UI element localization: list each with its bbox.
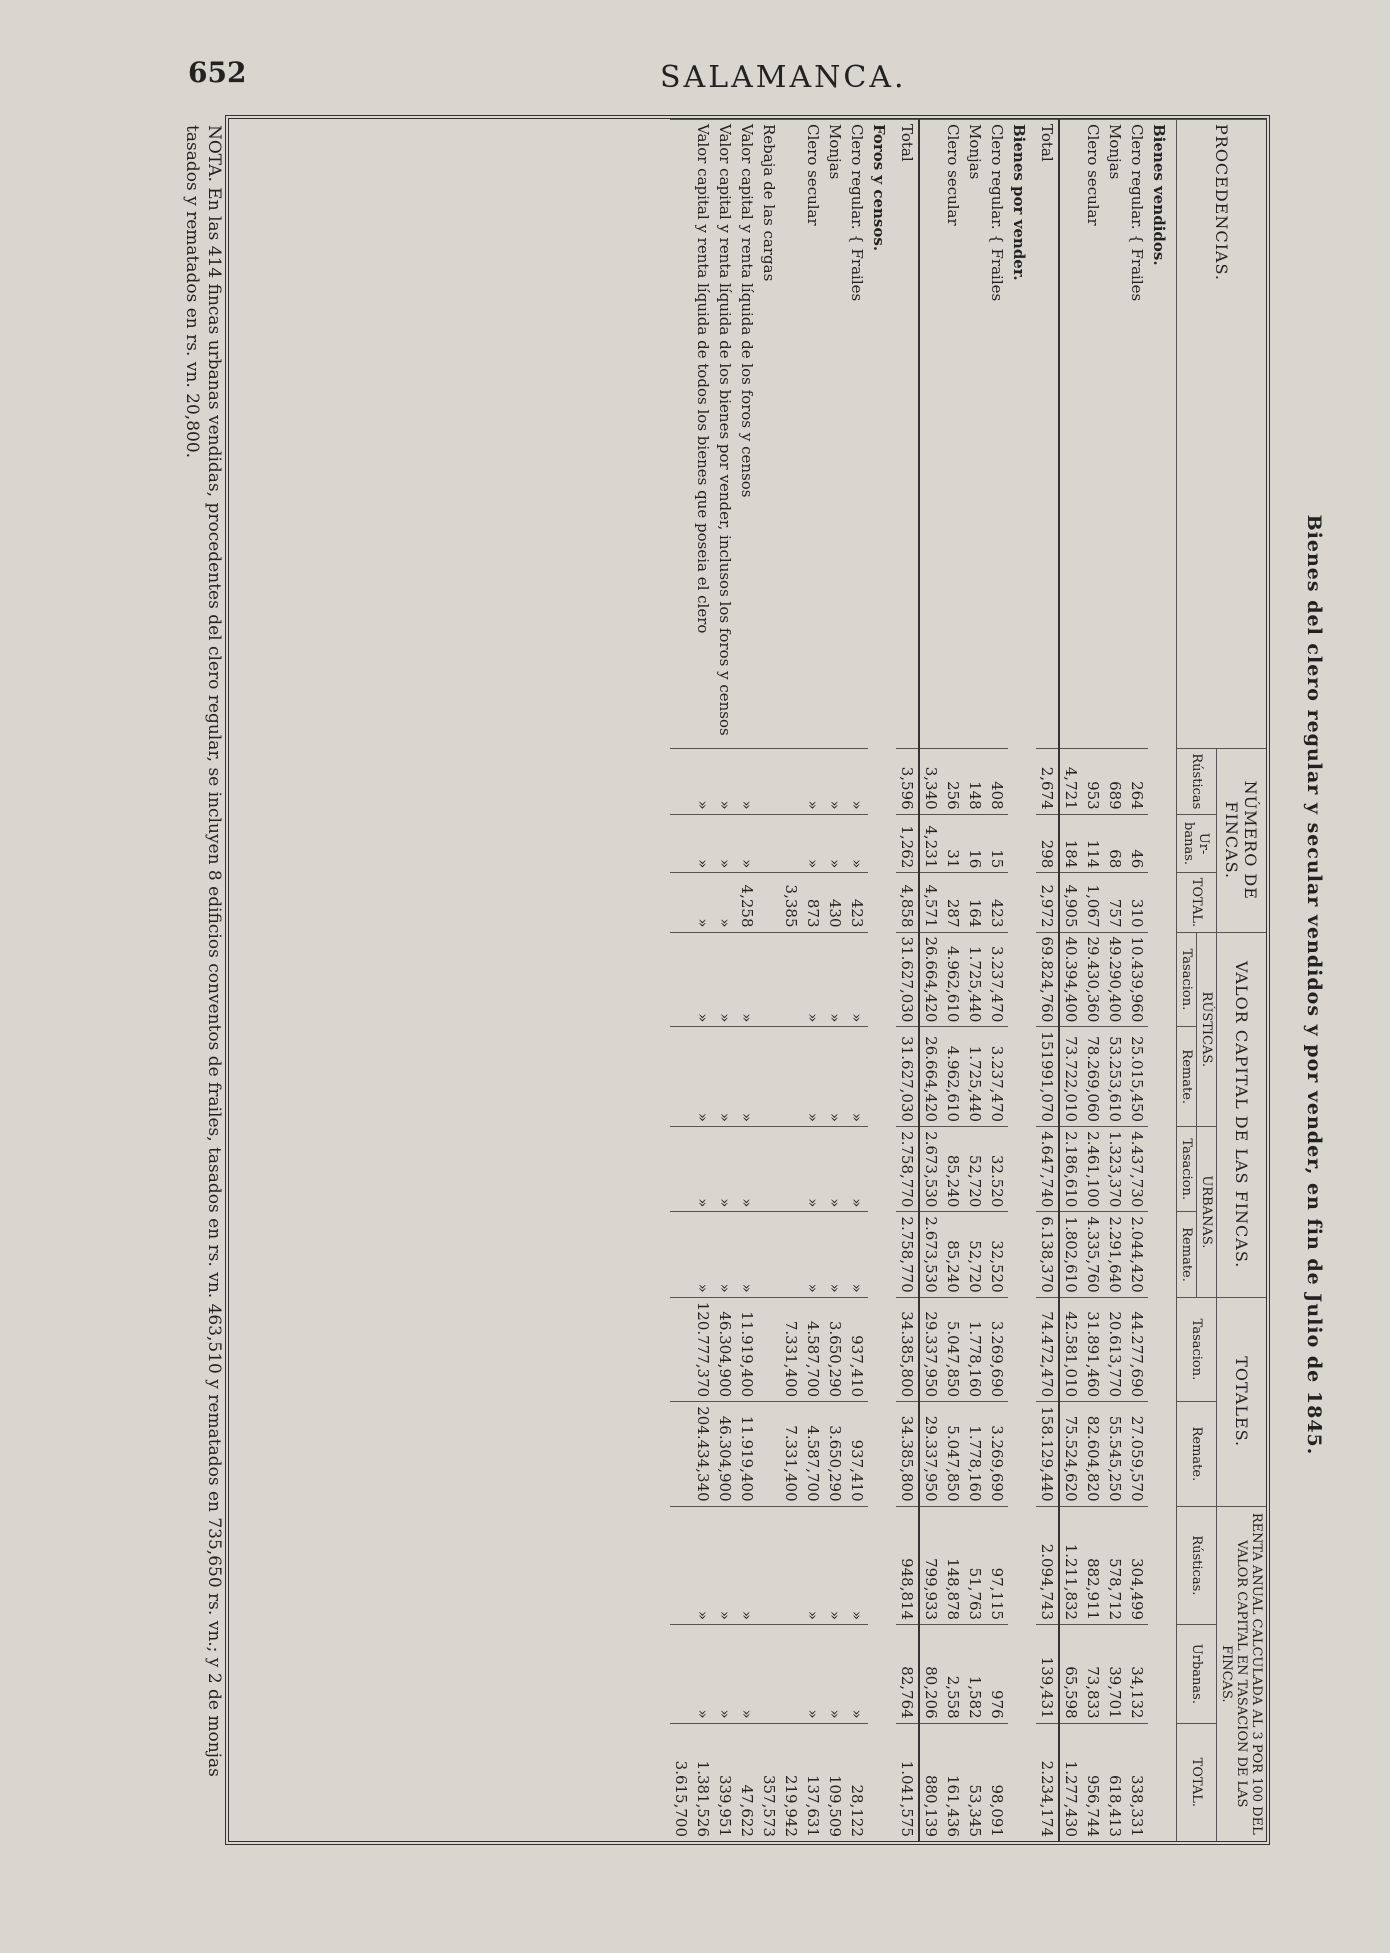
table-cell: 6.138,370 (1036, 1212, 1059, 1297)
table-cell: » (824, 1127, 846, 1212)
table-row (780, 120, 802, 1842)
row-label: Valor capital y renta líquida de todos los bienes que poseia el clero (692, 120, 714, 749)
table-cell: 2.673,530 (919, 1127, 942, 1212)
table-cell: 82.604,820 (1082, 1402, 1104, 1506)
table-cell (670, 1212, 692, 1297)
row-label (919, 120, 942, 749)
table-frame (225, 115, 1270, 1845)
table-cell: 28,122 (846, 1723, 868, 1841)
table-cell: 151991,070 (1036, 1027, 1059, 1127)
table-cell: 161,436 (942, 1723, 964, 1841)
table-cell: 40.394,400 (1059, 932, 1082, 1027)
table-cell: 31 (942, 814, 964, 873)
table-cell: 1.778,160 (964, 1402, 986, 1506)
table-cell: 4.962,610 (942, 932, 964, 1027)
table-cell: 3,340 (919, 749, 942, 815)
table-cell: 204.434,340 (692, 1402, 714, 1506)
table-cell: 3.237,470 (986, 1027, 1008, 1127)
table-cell: 4.587,700 (802, 1297, 824, 1401)
table-cell (758, 814, 780, 873)
col-renta-rusticas: Rústicas. (1177, 1506, 1217, 1624)
table-cell: » (714, 932, 736, 1027)
table-cell: 47,622 (736, 1723, 758, 1841)
table-cell: » (846, 1027, 868, 1127)
table-cell: 34,132 (1126, 1625, 1148, 1724)
table-cell: 139,431 (1036, 1625, 1059, 1724)
table-cell: 97,115 (986, 1506, 1008, 1624)
table-cell: 219,942 (780, 1723, 802, 1841)
row-label: Bienes vendidos. (1148, 120, 1177, 1842)
table-cell: 16 (964, 814, 986, 873)
table-cell: 618,413 (1104, 1723, 1126, 1841)
table-cell: 1.778,160 (964, 1297, 986, 1401)
table-cell: 264 (1126, 749, 1148, 815)
table-cell: 80,206 (919, 1625, 942, 1724)
table-cell: » (692, 873, 714, 932)
table-cell: 304,499 (1126, 1506, 1148, 1624)
table-cell: 31.891,460 (1082, 1297, 1104, 1401)
row-label (670, 120, 692, 749)
table-cell: 29.337,950 (919, 1402, 942, 1506)
table-cell: » (846, 932, 868, 1027)
table-cell: » (824, 1506, 846, 1624)
table-cell: 956,744 (1082, 1723, 1104, 1841)
table-cell: 2,972 (1036, 873, 1059, 932)
table-cell: 26.664,420 (919, 932, 942, 1027)
table-cell: 55.545,250 (1104, 1402, 1126, 1506)
table-cell: » (736, 1506, 758, 1624)
table-cell: » (802, 932, 824, 1027)
table-cell: 49.290,400 (1104, 932, 1126, 1027)
table-cell (670, 1402, 692, 1506)
table-cell: 26.664,420 (919, 1027, 942, 1127)
table-cell: 3.650,290 (824, 1402, 846, 1506)
table-cell: 1.211,832 (1059, 1506, 1082, 1624)
table-cell (670, 873, 692, 932)
row-label: Bienes por vender. (1008, 120, 1036, 1842)
table-cell: » (824, 1625, 846, 1724)
total-row (896, 120, 919, 1842)
table-cell: 10.439,960 (1126, 932, 1148, 1027)
table-cell: 73,833 (1082, 1625, 1104, 1724)
table-cell: 578,712 (1104, 1506, 1126, 1624)
row-label: Clero secular (802, 120, 824, 749)
row-label (1059, 120, 1082, 749)
row-label: Monjas (964, 120, 986, 749)
table-cell: 2.291,640 (1104, 1212, 1126, 1297)
table-cell: 882,911 (1082, 1506, 1104, 1624)
table-cell (670, 814, 692, 873)
table-cell: » (714, 749, 736, 815)
table-cell: » (846, 814, 868, 873)
table-cell: 4,721 (1059, 749, 1082, 815)
table-cell: 339,951 (714, 1723, 736, 1841)
table-cell: 2,674 (1036, 749, 1059, 815)
table-cell: » (692, 1127, 714, 1212)
table-cell (758, 1297, 780, 1401)
table-cell: 85,240 (942, 1212, 964, 1297)
rotated-table-area (155, 115, 1325, 1855)
table-cell: 29.337,950 (919, 1297, 942, 1401)
table-cell: » (736, 1212, 758, 1297)
table-cell: 430 (824, 873, 846, 932)
table-cell (780, 1027, 802, 1127)
table-cell: » (714, 1506, 736, 1624)
table-cell: 20.613,770 (1104, 1297, 1126, 1401)
table-cell: 74.472,470 (1036, 1297, 1059, 1401)
table-cell: 1.725,440 (964, 932, 986, 1027)
section-row (868, 120, 896, 1842)
table-cell: 689 (1104, 749, 1126, 815)
row-label: Rebaja de las cargas (758, 120, 780, 749)
table-cell: » (824, 749, 846, 815)
table-cell: » (692, 814, 714, 873)
table-cell: 1,262 (896, 814, 919, 873)
col-rus-tasacion: Tasacion. (1177, 932, 1197, 1027)
table-cell (670, 1625, 692, 1724)
table-cell: » (692, 1027, 714, 1127)
row-label: Valor capital y renta líquida de los foros y censos (736, 120, 758, 749)
table-cell (758, 1625, 780, 1724)
table-cell: 53.253,610 (1104, 1027, 1126, 1127)
table-cell: » (714, 814, 736, 873)
table-cell: 31.627,030 (896, 1027, 919, 1127)
table-cell: » (714, 1212, 736, 1297)
table-cell: 120.777,370 (692, 1297, 714, 1401)
table-cell: 42.581,010 (1059, 1297, 1082, 1401)
table-cell: 7.331,400 (780, 1402, 802, 1506)
table-cell: 32.520 (986, 1127, 1008, 1212)
table-cell: » (802, 1127, 824, 1212)
col-valor-capital: VALOR CAPITAL DE LAS FINCAS. (1217, 932, 1267, 1297)
table-cell: » (736, 1625, 758, 1724)
table-cell: 52,720 (964, 1127, 986, 1212)
table-cell: 32,520 (986, 1212, 1008, 1297)
table-cell: 1.323,370 (1104, 1127, 1126, 1212)
col-urbanas-group: URBANAS. (1197, 1127, 1217, 1298)
table-cell: 52,720 (964, 1212, 986, 1297)
table-cell: 34.385,800 (896, 1297, 919, 1401)
col-rusticas: Rústicas (1177, 749, 1217, 815)
table-cell: 65,598 (1059, 1625, 1082, 1724)
table-cell: » (846, 749, 868, 815)
table-cell: 310 (1126, 873, 1148, 932)
table-cell (670, 1297, 692, 1401)
table-cell: 256 (942, 749, 964, 815)
col-numero-fincas: NÚMERO DE FINCAS. (1217, 749, 1267, 933)
table-cell: 4,231 (919, 814, 942, 873)
table-cell: » (802, 749, 824, 815)
table-row (692, 120, 714, 1842)
table-cell: 3.237,470 (986, 932, 1008, 1027)
table-cell: 11.919,400 (736, 1402, 758, 1506)
row-label (780, 120, 802, 749)
table-cell: 29.430,360 (1082, 932, 1104, 1027)
row-label: Clero regular. { Frailes (1126, 120, 1148, 749)
total-row (1036, 120, 1059, 1842)
table-cell: » (846, 1212, 868, 1297)
row-label: Clero secular (1082, 120, 1104, 749)
table-cell: 2.673,530 (919, 1212, 942, 1297)
table-cell (758, 1506, 780, 1624)
table-cell: » (692, 1625, 714, 1724)
table-cell: » (802, 1506, 824, 1624)
table-row (736, 120, 758, 1842)
table-cell: 34.385,800 (896, 1402, 919, 1506)
table-row (986, 120, 1008, 1842)
table-body (670, 120, 1177, 1842)
table-cell (780, 1506, 802, 1624)
table-cell (780, 1212, 802, 1297)
table-row (824, 120, 846, 1842)
table-cell: 31.627,030 (896, 932, 919, 1027)
table-cell: » (736, 932, 758, 1027)
table-row (964, 120, 986, 1842)
table-cell (670, 932, 692, 1027)
table-cell: 158.129,440 (1036, 1402, 1059, 1506)
col-total: TOTAL. (1177, 873, 1217, 932)
section-row (1148, 120, 1177, 1842)
col-totales: TOTALES. (1217, 1297, 1267, 1506)
table-cell: 46.304,900 (714, 1402, 736, 1506)
table-cell: 75.524,620 (1059, 1402, 1082, 1506)
table-cell: » (846, 1625, 868, 1724)
col-renta: RENTA ANUAL CALCULADA AL 3 POR 100 DEL VALOR CAPITAL EN TASACION DE LAS FINCAS. (1217, 1506, 1267, 1841)
table-cell: 4.647,740 (1036, 1127, 1059, 1212)
table-cell: 25.015,450 (1126, 1027, 1148, 1127)
table-cell (780, 814, 802, 873)
table-title: Bienes del clero regular y secular vendidos y por vender, en fin de Julio de 1845. (1303, 514, 1325, 1456)
table-cell: 2.186,610 (1059, 1127, 1082, 1212)
table-cell: 2.044,420 (1126, 1212, 1148, 1297)
table-cell: 46 (1126, 814, 1148, 873)
table-cell (670, 749, 692, 815)
table-cell (758, 1127, 780, 1212)
table-cell: 953 (1082, 749, 1104, 815)
col-renta-total: TOTAL. (1177, 1723, 1217, 1841)
table-cell: » (692, 932, 714, 1027)
col-renta-urbanas: Urbanas. (1177, 1625, 1217, 1724)
table-cell: 51,763 (964, 1506, 986, 1624)
page-number: 652 (188, 56, 247, 89)
table-cell: 148 (964, 749, 986, 815)
table-cell (758, 1402, 780, 1506)
table-cell: 1.802,610 (1059, 1212, 1082, 1297)
footnote: NOTA. En las 414 fincas urbanas vendidas, procedentes del clero regular, se incluyen 8 edificios conventos de frailes, tasados en rs. vn. 463,510 y rematados en 735,650 rs. vn.; y 2 de monjas tasados y rematados en rs. vn. 20,800. (182, 125, 224, 1777)
table-cell: » (846, 1127, 868, 1212)
table-cell (670, 1027, 692, 1127)
table-cell: 3.650,290 (824, 1297, 846, 1401)
table-cell: » (714, 1625, 736, 1724)
col-procedencias: PROCEDENCIAS. (1177, 120, 1267, 749)
table-cell: 1,067 (1082, 873, 1104, 932)
table-cell: » (824, 1212, 846, 1297)
table-cell: 3.269,690 (986, 1402, 1008, 1506)
table-cell: 4,258 (736, 873, 758, 932)
table-cell: 357,573 (758, 1723, 780, 1841)
table-cell: 1,582 (964, 1625, 986, 1724)
table-cell: 937,410 (846, 1297, 868, 1401)
table-cell: 164 (964, 873, 986, 932)
table-cell: 2.234,174 (1036, 1723, 1059, 1841)
table-cell: » (692, 749, 714, 815)
table-cell: 423 (986, 873, 1008, 932)
table-cell: » (802, 814, 824, 873)
table-cell: 2.094,743 (1036, 1506, 1059, 1624)
table-cell: 3.269,690 (986, 1297, 1008, 1401)
table-cell: 5.047,850 (942, 1297, 964, 1401)
table-cell (780, 932, 802, 1027)
table-cell: 948,814 (896, 1506, 919, 1624)
table-cell: 137,631 (802, 1723, 824, 1841)
table-row (802, 120, 824, 1842)
table-row (670, 120, 692, 1842)
table-cell: » (802, 1625, 824, 1724)
table-cell: 3,596 (896, 749, 919, 815)
table-cell: 7.331,400 (780, 1297, 802, 1401)
table-row (1082, 120, 1104, 1842)
table-row (1059, 120, 1082, 1842)
row-label: Foros y censos. (868, 120, 896, 1842)
col-rusticas-group: RÚSTICAS. (1197, 932, 1217, 1127)
table-cell: 3.615,700 (670, 1723, 692, 1841)
table-cell (780, 749, 802, 815)
row-label: Total (896, 120, 919, 749)
table-cell (670, 1127, 692, 1212)
table-cell: 937,410 (846, 1402, 868, 1506)
table-cell: » (824, 1027, 846, 1127)
table-cell: 46.304,900 (714, 1297, 736, 1401)
table-cell: » (714, 1027, 736, 1127)
table-cell: 408 (986, 749, 1008, 815)
table-cell: 873 (802, 873, 824, 932)
table-cell: 78.269,060 (1082, 1027, 1104, 1127)
table-cell: » (692, 1212, 714, 1297)
table-cell: 2.461,100 (1082, 1127, 1104, 1212)
table-cell: 69.824,760 (1036, 932, 1059, 1027)
table-cell: 338,331 (1126, 1723, 1148, 1841)
row-label: Clero secular (942, 120, 964, 749)
table-cell: 298 (1036, 814, 1059, 873)
table-cell (758, 873, 780, 932)
table-row (758, 120, 780, 1842)
table-cell: 53,345 (964, 1723, 986, 1841)
table-cell: 287 (942, 873, 964, 932)
table-cell: 5.047,850 (942, 1402, 964, 1506)
table-cell (758, 932, 780, 1027)
table-cell: 4,858 (896, 873, 919, 932)
table-cell: » (802, 1027, 824, 1127)
section-row (1008, 120, 1036, 1842)
running-head: SALAMANCA. (660, 60, 907, 95)
table-cell (670, 1506, 692, 1624)
table-cell: » (736, 749, 758, 815)
table-cell: » (736, 1127, 758, 1212)
table-row (1126, 120, 1148, 1842)
table-cell: 976 (986, 1625, 1008, 1724)
row-label: Clero regular. { Frailes (846, 120, 868, 749)
row-label: Monjas (824, 120, 846, 749)
table-cell: 423 (846, 873, 868, 932)
table-cell: 1.277,430 (1059, 1723, 1082, 1841)
table-cell: 39,701 (1104, 1625, 1126, 1724)
col-urb-tasacion: Tasacion. (1177, 1127, 1197, 1212)
table-row (1104, 120, 1126, 1842)
table-cell: 27.059,570 (1126, 1402, 1148, 1506)
table-cell (780, 1625, 802, 1724)
table-cell: 11.919,400 (736, 1297, 758, 1401)
data-table (670, 119, 1266, 1841)
table-cell: 4,905 (1059, 873, 1082, 932)
table-cell: 4.335,760 (1082, 1212, 1104, 1297)
table-cell: 2,558 (942, 1625, 964, 1724)
table-cell: 880,139 (919, 1723, 942, 1841)
table-cell (758, 749, 780, 815)
table-cell (758, 1212, 780, 1297)
table-cell: » (824, 932, 846, 1027)
table-cell: 15 (986, 814, 1008, 873)
row-label: Monjas (1104, 120, 1126, 749)
table-cell: » (692, 1506, 714, 1624)
table-cell: 109,509 (824, 1723, 846, 1841)
table-cell (780, 1127, 802, 1212)
table-row (919, 120, 942, 1842)
table-cell: » (714, 873, 736, 932)
table-row (714, 120, 736, 1842)
table-cell: 114 (1082, 814, 1104, 873)
table-cell: » (802, 1212, 824, 1297)
table-cell: 4,571 (919, 873, 942, 932)
table-cell: 799,933 (919, 1506, 942, 1624)
table-cell (758, 1027, 780, 1127)
table-cell: 68 (1104, 814, 1126, 873)
table-cell: 82,764 (896, 1625, 919, 1724)
table-row (846, 120, 868, 1842)
col-totales-remate: Remate. (1177, 1402, 1217, 1506)
table-cell: 1.381,526 (692, 1723, 714, 1841)
table-cell: » (736, 814, 758, 873)
table-cell: 73.722,010 (1059, 1027, 1082, 1127)
row-label: Total (1036, 120, 1059, 749)
table-cell: 44.277,690 (1126, 1297, 1148, 1401)
table-row (942, 120, 964, 1842)
table-cell: 184 (1059, 814, 1082, 873)
table-cell: 3,385 (780, 873, 802, 932)
col-urb-remate: Remate. (1177, 1212, 1197, 1297)
table-cell: 98,091 (986, 1723, 1008, 1841)
table-cell: 85,240 (942, 1127, 964, 1212)
table-cell: 1.041,575 (896, 1723, 919, 1841)
col-urbanas: Ur- banas. (1177, 814, 1217, 873)
col-totales-tasacion: Tasacion. (1177, 1297, 1217, 1401)
table-cell: 757 (1104, 873, 1126, 932)
row-label: Valor capital y renta líquida de los bienes por vender, inclusos los foros y censos (714, 120, 736, 749)
table-cell: » (846, 1506, 868, 1624)
table-cell: » (824, 814, 846, 873)
table-cell: 148,878 (942, 1506, 964, 1624)
table-cell: 2.758,770 (896, 1127, 919, 1212)
col-rus-remate: Remate. (1177, 1027, 1197, 1127)
table-cell: 4.587,700 (802, 1402, 824, 1506)
table-cell: 2.758,770 (896, 1212, 919, 1297)
table-cell: 1.725,440 (964, 1027, 986, 1127)
table-cell: 4.962,610 (942, 1027, 964, 1127)
table-cell: » (736, 1027, 758, 1127)
row-label: Clero regular. { Frailes (986, 120, 1008, 749)
table-cell: 4.437,730 (1126, 1127, 1148, 1212)
table-cell: » (714, 1127, 736, 1212)
